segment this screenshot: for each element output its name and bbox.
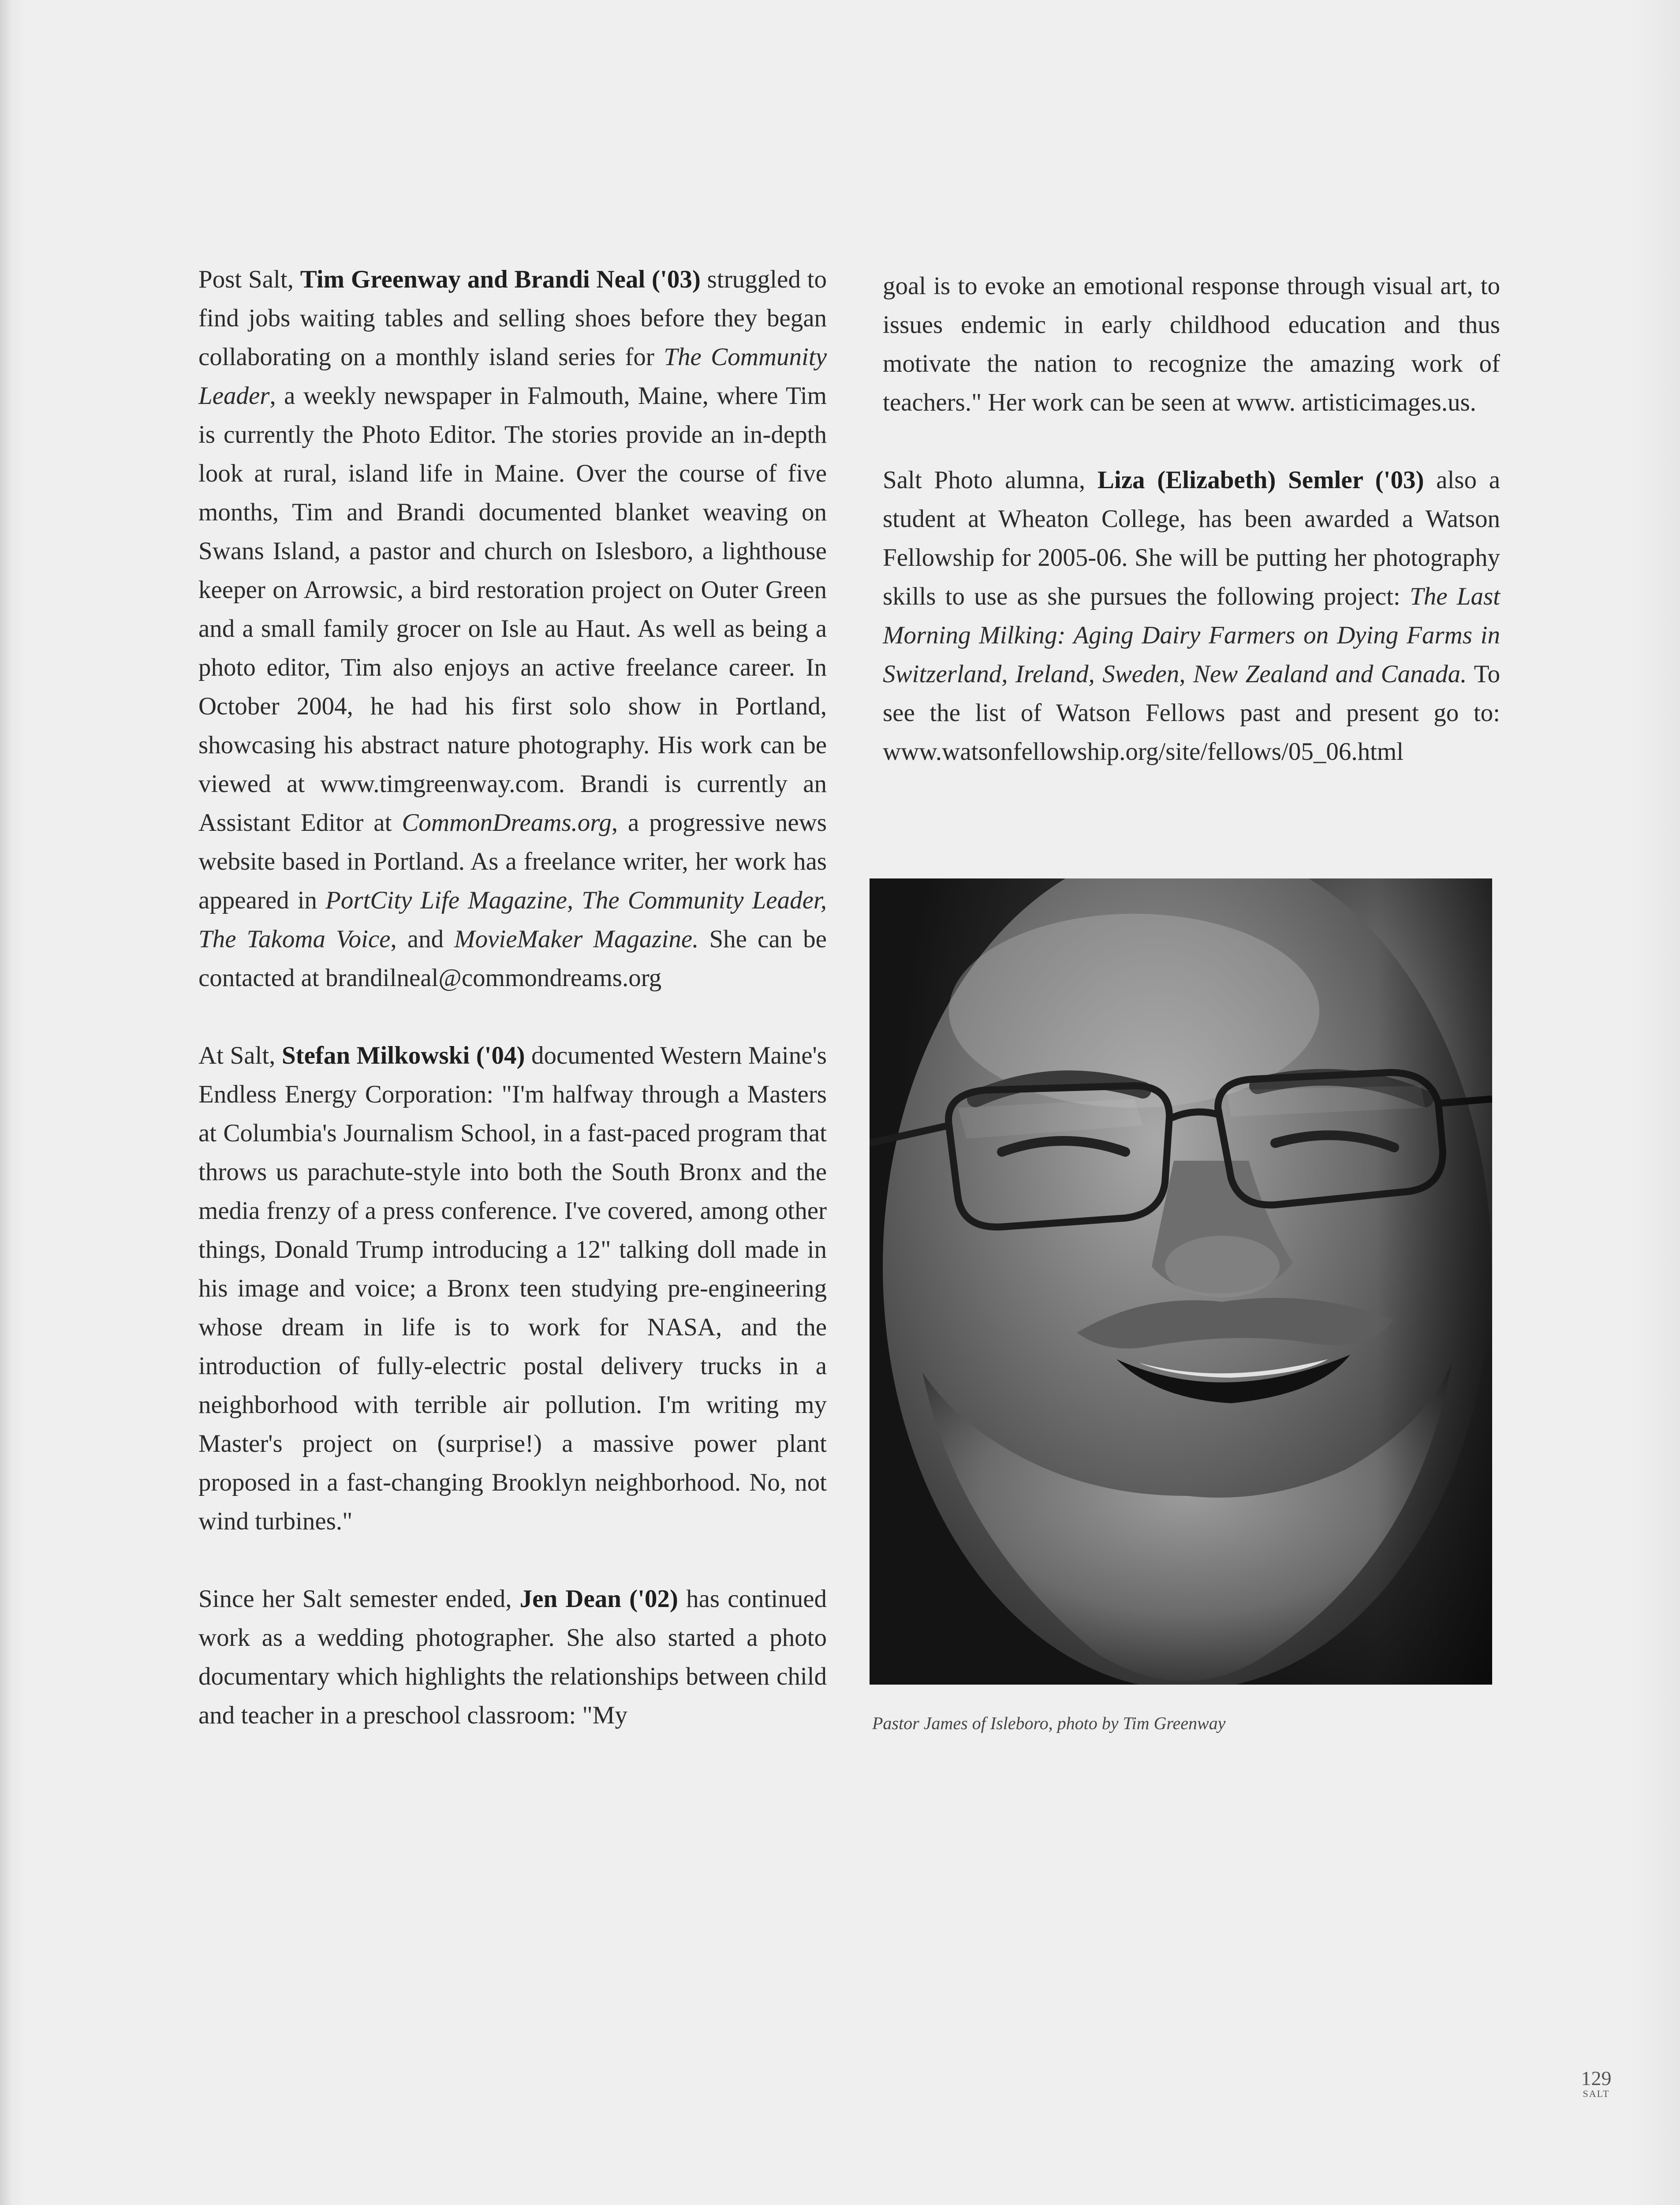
text-run: has continued work as a wedding photographer. She also started a photo documentary which highlights the relationships between child and teacher in a preschool classroom: "My [198, 1585, 827, 1729]
name-milkowski: Stefan Milkowski ('04) [281, 1042, 525, 1069]
page-folio [1570, 2068, 1623, 2099]
title-moviemaker: MovieMaker Magazine. [454, 925, 699, 953]
text-run: struggled to find jobs waiting tables and selling shoes before they began collaborating on a monthly island series for [198, 265, 827, 371]
text-run: also a student at Wheaton College, has been awarded a Watson Fellowship for 2005-06. She will be putting her photography skills to use as she pursues the following project: [883, 466, 1500, 610]
name-semler: Liza (Elizabeth) Semler ('03) [1097, 466, 1424, 494]
left-column [198, 260, 827, 1774]
text-run: documented Western Maine's Endless Energy Corporation: "I'm halfway through a Masters at Columbia's Journalism School, in a fast-paced program that throws us parachute-style into both the South Bronx and the media frenzy of a press conference. I've covered, among other things, Donald Trump introducing a 12" talking doll made in his image and voice; a Bronx teen studying pre-engineering whose dream in life is to work for NASA, and the introduction of fully-electric postal delivery trucks in a neighborhood with terrible air pollution. I'm writing my Master's project on (surprise!) a massive power plant proposed in a fast-changing Brooklyn neighborhood. No, not wind turbines." [198, 1042, 827, 1535]
name-dean: Jen Dean ('02) [519, 1585, 678, 1613]
binding-shadow [0, 0, 13, 2205]
name-greenway-neal: Tim Greenway and Brandi Neal ('03) [300, 265, 701, 293]
paragraph-dean [198, 1580, 827, 1735]
paragraph-greenway-neal [198, 260, 827, 998]
text-run: , and [390, 925, 455, 953]
page-number: 129 [1581, 2067, 1612, 2089]
text-run: Since her Salt semester ended, [198, 1585, 520, 1613]
paragraph-milkowski [198, 1036, 827, 1541]
text-run: She can be contacted at brandilneal@commondreams.org [198, 925, 827, 992]
right-column [883, 267, 1500, 810]
text-run: , a progressive news website based in Portland. As a freelance writer, her work has appeared in [198, 809, 827, 914]
text-run: To see the list of Watson Fellows past and present go to: www.watsonfellowship.org/site/fellows/05_06.html [883, 660, 1500, 766]
paragraph-semler [883, 461, 1500, 771]
title-community-leader: The Community Leader [198, 343, 827, 410]
paragraph-dean-continued [883, 267, 1500, 422]
title-publications: PortCity Life Magazine, The Community Leader, The Takoma Voice [198, 886, 827, 953]
title-commondreams: CommonDreams.org [402, 809, 612, 837]
text-run: goal is to evoke an emotional response through visual art, to issues endemic in early childhood education and thus motivate the nation to recognize the amazing work of teachers." Her work can be seen at www. artisticimages.us. [883, 272, 1500, 416]
portrait-photo [870, 878, 1492, 1685]
text-run: Salt Photo alumna, [883, 466, 1098, 494]
photo-caption: Pastor James of Isleboro, photo by Tim Greenway [872, 1713, 1226, 1733]
text-run: At Salt, [198, 1042, 282, 1069]
title-project: The Last Morning Milking: Aging Dairy Farmers on Dying Farms in Switzerland, Ireland, Sweden, New Zealand and Canada. [883, 583, 1500, 688]
text-run: Post Salt, [198, 265, 300, 293]
portrait-illustration [870, 878, 1492, 1685]
text-run: , a weekly newspaper in Falmouth, Maine, where Tim is currently the Photo Editor. The stories provide an in-depth look at rural, island life in Maine. Over the course of five months, Tim and Brandi documented blanket weaving on Swans Island, a pastor and church on Islesboro, a lighthouse keeper on Arrowsic, a bird restoration project on Outer Green and a small family grocer on Isle au Haut. As well as being a photo editor, Tim also enjoys an active freelance career. In October 2004, he had his first solo show in Portland, showcasing his abstract nature photography. His work can be viewed at www.timgreenway.com. Brandi is currently an Assistant Editor at [198, 382, 827, 837]
publication-name: SALT [1583, 2088, 1610, 2099]
